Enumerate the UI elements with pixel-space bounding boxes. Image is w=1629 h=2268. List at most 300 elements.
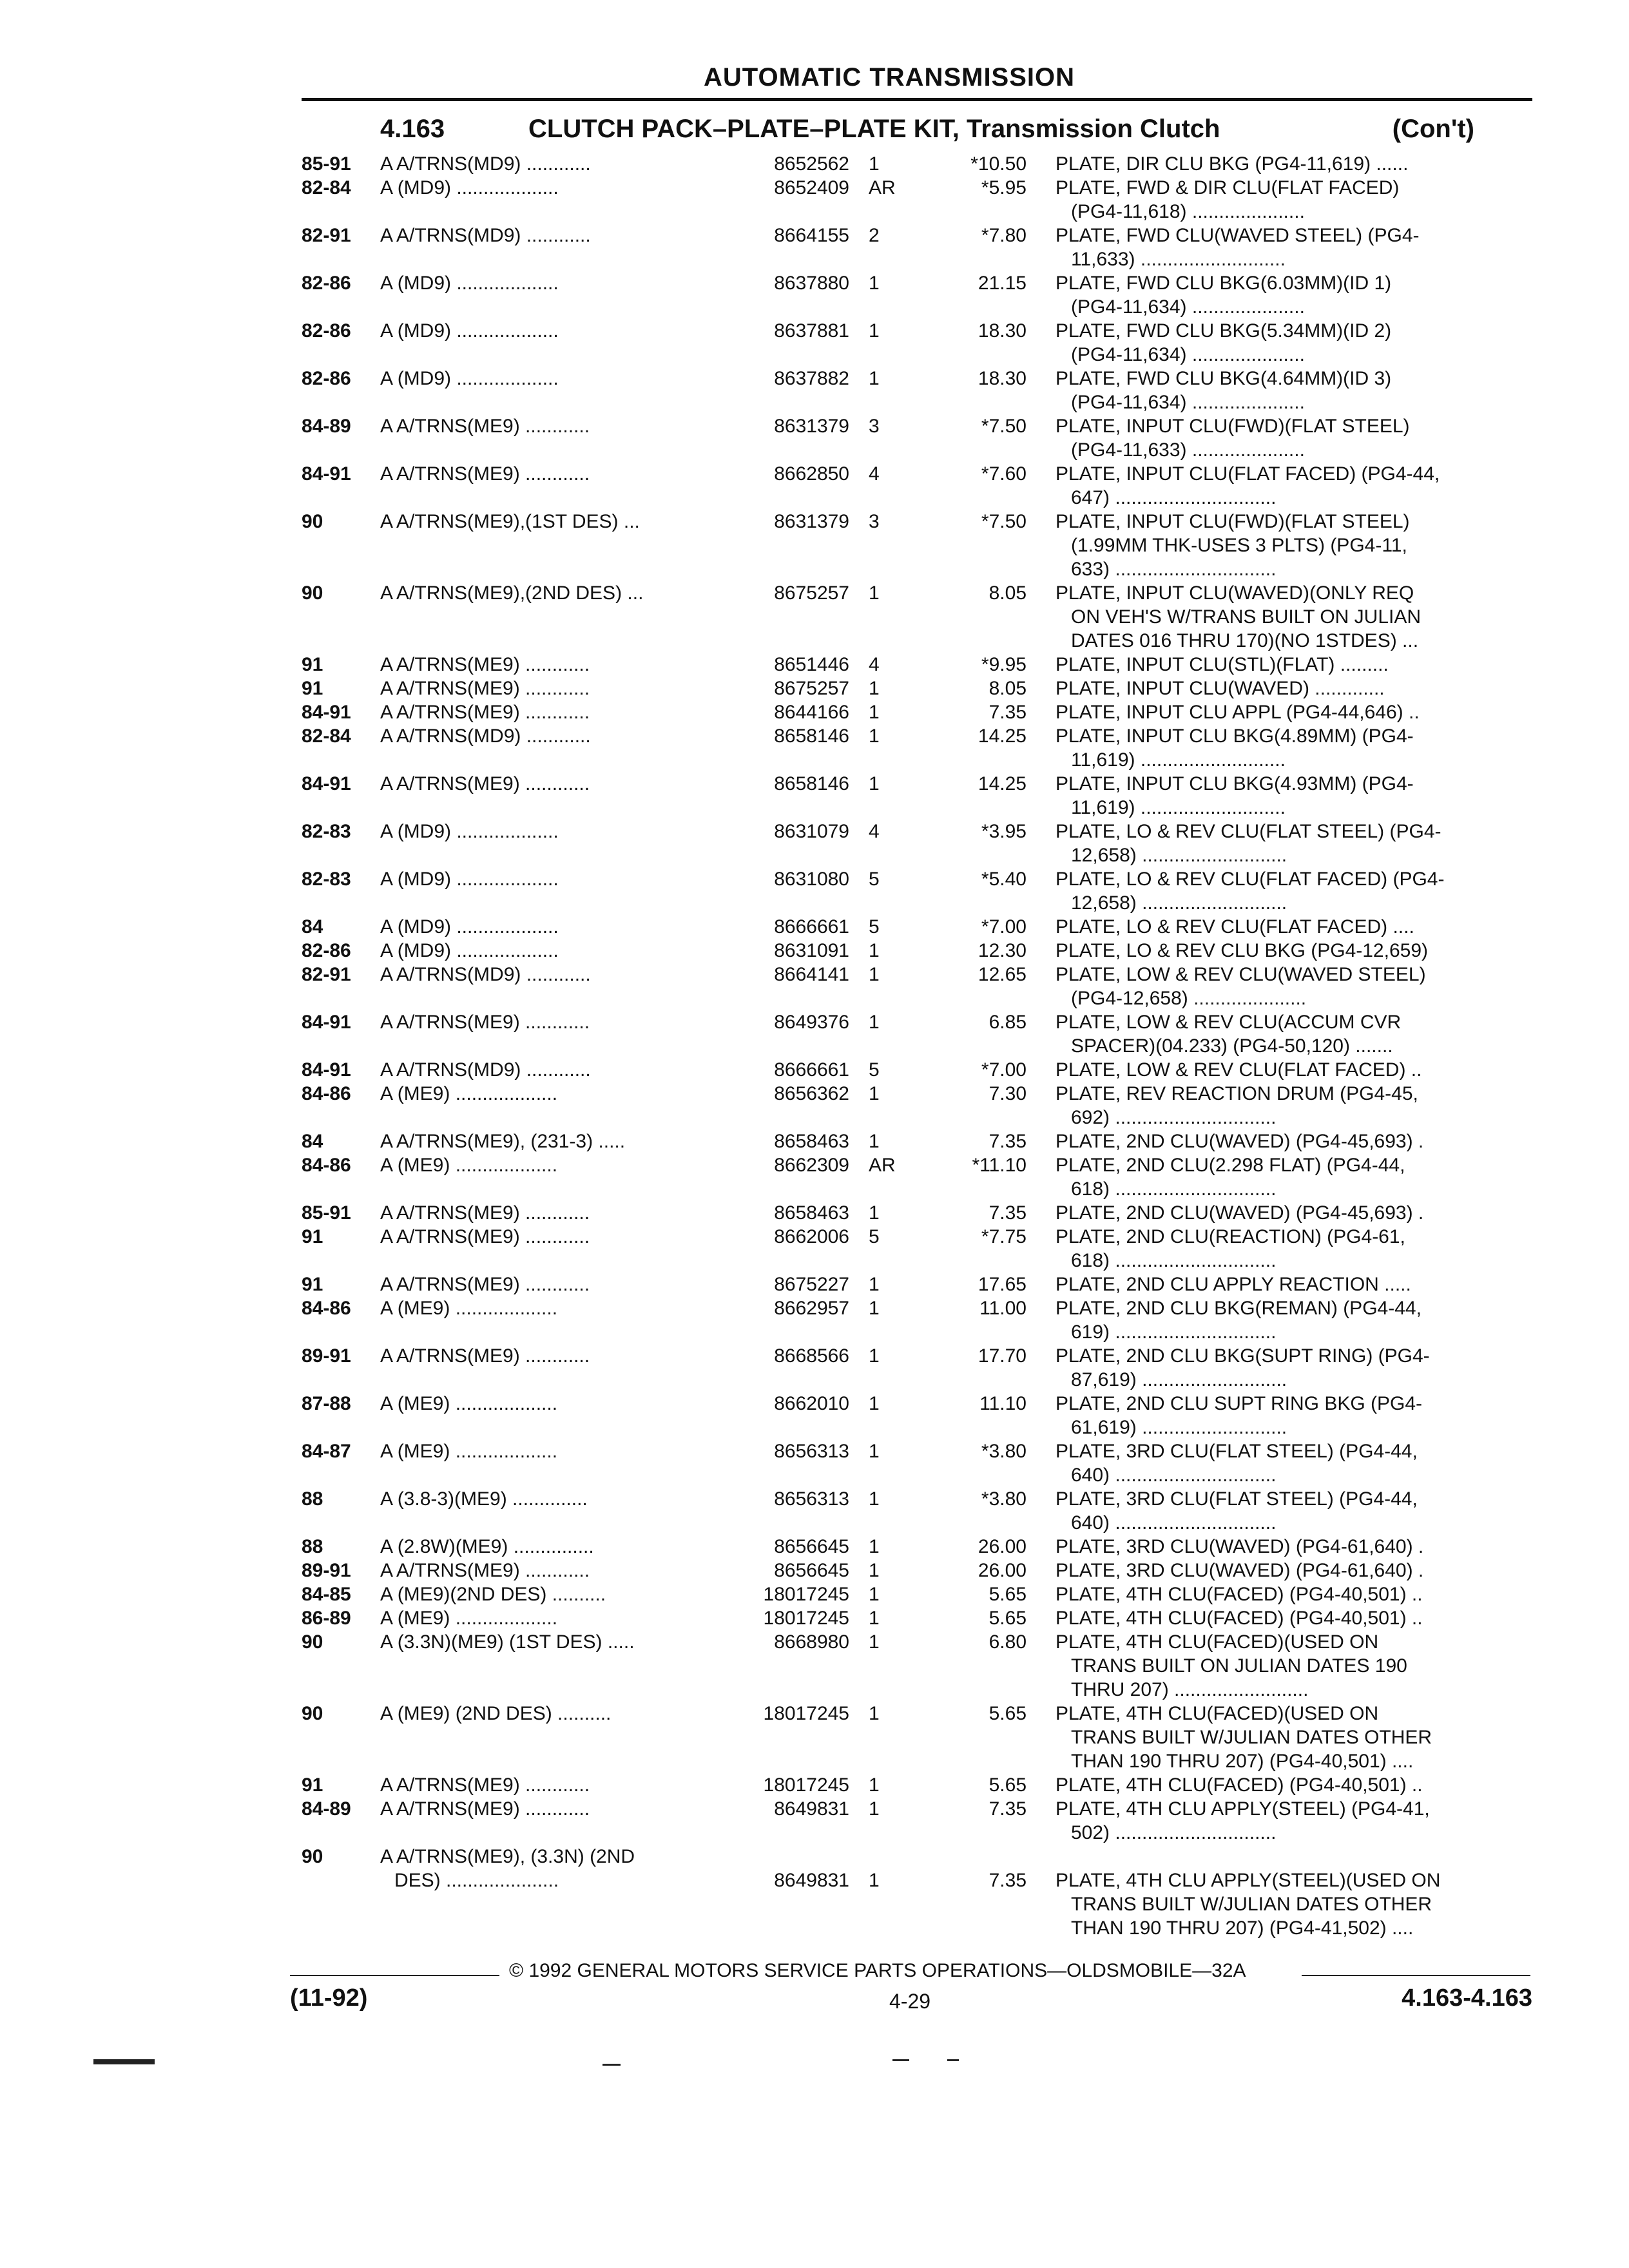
model-years: 91 — [302, 1774, 323, 1796]
part-name — [1055, 1797, 1532, 1845]
model-years: 82-84 — [302, 726, 351, 747]
description-line: A A/TRNS(ME9) ............ — [380, 1774, 590, 1796]
description-line: A A/TRNS(ME9),(1ST DES) ... — [380, 511, 640, 532]
table-row — [302, 653, 1532, 677]
part-name-line: PLATE, INPUT CLU(WAVED) ............. — [1055, 678, 1385, 699]
part-name — [1055, 1702, 1532, 1773]
part-name-line: 692) .............................. — [1071, 1107, 1277, 1128]
table-row — [302, 724, 1532, 772]
part-name — [1055, 367, 1532, 414]
part-number: 8662006 — [774, 1226, 849, 1247]
footer-page-number: 4-29 — [889, 1990, 931, 2013]
part-name — [1055, 1559, 1532, 1582]
model-years: 82-86 — [302, 368, 351, 389]
part-name-line: PLATE, LO & REV CLU(FLAT FACED) .... — [1055, 916, 1414, 937]
part-name-line: 633) .............................. — [1071, 559, 1277, 580]
description-line: A (ME9)(2ND DES) .......... — [380, 1584, 606, 1605]
price: 5.65 — [988, 1774, 1027, 1796]
part-name-line: PLATE, 2ND CLU SUPT RING BKG (PG4- — [1055, 1393, 1423, 1414]
price: *10.50 — [970, 153, 1027, 175]
table-row — [302, 1225, 1532, 1273]
part-name-line: PLATE, FWD CLU BKG(6.03MM)(ID 1) — [1055, 273, 1392, 294]
model-years: 91 — [302, 654, 323, 675]
model-years: 88 — [302, 1536, 323, 1557]
price: 7.35 — [988, 1202, 1027, 1224]
price: 21.15 — [978, 273, 1027, 294]
description-line: A A/TRNS(ME9), (231-3) ..... — [380, 1131, 626, 1152]
part-name-line: PLATE, LOW & REV CLU(FLAT FACED) .. — [1055, 1059, 1422, 1081]
part-name — [1055, 939, 1532, 963]
quantity: AR — [869, 1155, 896, 1176]
model-years: 84-86 — [302, 1155, 351, 1176]
description-line: A A/TRNS(ME9) ............ — [380, 773, 590, 794]
part-name-line: PLATE, 4TH CLU(FACED) (PG4-40,501) .. — [1055, 1584, 1423, 1605]
part-name-line: PLATE, FWD CLU(WAVED STEEL) (PG4- — [1055, 225, 1420, 246]
table-row — [302, 1082, 1532, 1129]
model-years: 82-86 — [302, 320, 351, 341]
model-years: 84 — [302, 1131, 323, 1152]
part-name-line: PLATE, LO & REV CLU BKG (PG4-12,659) — [1055, 940, 1428, 961]
model-years: 85-91 — [302, 1202, 351, 1224]
quantity: 3 — [869, 511, 880, 532]
part-number: 8631379 — [774, 416, 849, 437]
table-row — [302, 581, 1532, 653]
table-row — [302, 772, 1532, 820]
part-name-line: (PG4-11,634) ..................... — [1071, 344, 1305, 365]
part-name — [1055, 1630, 1532, 1702]
model-years: 90 — [302, 511, 323, 532]
part-name — [1055, 963, 1532, 1010]
model-years: 90 — [302, 1703, 323, 1724]
price: *3.80 — [981, 1441, 1027, 1462]
price: *7.50 — [981, 416, 1027, 437]
part-name — [1055, 176, 1532, 224]
part-name — [1055, 1225, 1532, 1273]
model-years: 85-91 — [302, 153, 351, 175]
model-years: 84-91 — [302, 773, 351, 794]
part-number: 8656362 — [774, 1083, 849, 1104]
part-name-line: 618) .............................. — [1071, 1178, 1277, 1200]
description-line: A (MD9) ................... — [380, 177, 559, 198]
parts-list — [302, 152, 1532, 1939]
description-line: A A/TRNS(ME9),(2ND DES) ... — [380, 582, 644, 604]
part-name — [1055, 271, 1532, 319]
part-name-line: PLATE, INPUT CLU(WAVED)(ONLY REQ — [1055, 582, 1414, 604]
table-row — [302, 1845, 1532, 1939]
price: 11.00 — [979, 1298, 1027, 1319]
part-name-line: THRU 207) ......................... — [1071, 1679, 1309, 1700]
quantity: 1 — [869, 1560, 880, 1581]
model-years: 82-86 — [302, 273, 351, 294]
part-name — [1055, 867, 1532, 915]
part-name — [1055, 224, 1532, 271]
footer-rule-right — [1302, 1975, 1530, 1976]
description-line: A A/TRNS(ME9) ............ — [380, 702, 590, 723]
scan-mark — [602, 2064, 621, 2066]
part-name-line: (PG4-11,634) ..................... — [1071, 296, 1305, 318]
part-name-line: (PG4-11,618) ..................... — [1071, 201, 1305, 222]
part-name-line: PLATE, REV REACTION DRUM (PG4-45, — [1055, 1083, 1418, 1104]
part-name-line: TRANS BUILT ON JULIAN DATES 190 — [1071, 1655, 1407, 1677]
footer-rule-left — [290, 1975, 499, 1976]
part-name-line: 61,619) ........................... — [1071, 1417, 1287, 1438]
part-name-line: PLATE, 2ND CLU BKG(REMAN) (PG4-44, — [1055, 1298, 1422, 1319]
price: 11.10 — [979, 1393, 1027, 1414]
table-row — [302, 820, 1532, 867]
quantity: 4 — [869, 463, 880, 485]
part-number: 8649376 — [774, 1012, 849, 1033]
part-number: 8675227 — [774, 1274, 849, 1295]
description-line: A (ME9) ................... — [380, 1393, 558, 1414]
price: 7.35 — [988, 1131, 1027, 1152]
part-number: 8664141 — [774, 964, 849, 985]
table-row — [302, 1058, 1532, 1082]
part-name-line: PLATE, 4TH CLU(FACED)(USED ON — [1055, 1631, 1379, 1653]
part-number: 8652409 — [774, 177, 849, 198]
header-rule — [302, 98, 1532, 101]
part-name — [1055, 581, 1532, 653]
scan-mark — [892, 2059, 909, 2061]
model-years: 91 — [302, 1274, 323, 1295]
model-years: 86-89 — [302, 1608, 351, 1629]
part-name-line: PLATE, 2ND CLU(WAVED) (PG4-45,693) . — [1055, 1131, 1424, 1152]
price: *7.80 — [981, 225, 1027, 246]
description-line: A A/TRNS(MD9) ............ — [380, 964, 591, 985]
quantity: 1 — [869, 1631, 880, 1653]
quantity: 1 — [869, 1774, 880, 1796]
price: 6.85 — [988, 1012, 1027, 1033]
table-row — [302, 1010, 1532, 1058]
part-number: 8658463 — [774, 1202, 849, 1224]
description-line: A A/TRNS(MD9) ............ — [380, 726, 591, 747]
price: 5.65 — [988, 1584, 1027, 1605]
part-number: 8656645 — [774, 1536, 849, 1557]
part-name-line: PLATE, INPUT CLU(FWD)(FLAT STEEL) — [1055, 416, 1410, 437]
part-name-line: PLATE, INPUT CLU(FWD)(FLAT STEEL) — [1055, 511, 1410, 532]
model-years: 84-89 — [302, 416, 351, 437]
part-name — [1055, 1439, 1532, 1487]
scan-mark — [93, 2059, 155, 2064]
part-number: 8662010 — [774, 1393, 849, 1414]
model-years: 84-87 — [302, 1441, 351, 1462]
part-number: 8644166 — [774, 702, 849, 723]
price: 12.65 — [978, 964, 1027, 985]
part-name-line: PLATE, INPUT CLU APPL (PG4-44,646) .. — [1055, 702, 1420, 723]
table-row — [302, 152, 1532, 176]
model-years: 87-88 — [302, 1393, 351, 1414]
part-number: 8637882 — [774, 368, 849, 389]
table-row — [302, 700, 1532, 724]
part-name-line: PLATE, 4TH CLU(FACED)(USED ON — [1055, 1703, 1379, 1724]
part-name-line: 640) .............................. — [1071, 1465, 1277, 1486]
quantity: 1 — [869, 726, 880, 747]
model-years: 84-89 — [302, 1798, 351, 1820]
part-name — [1055, 1869, 1532, 1940]
table-row — [302, 1606, 1532, 1630]
part-name-line: (1.99MM THK-USES 3 PLTS) (PG4-11, — [1071, 535, 1407, 556]
part-name-line: PLATE, LOW & REV CLU(WAVED STEEL) — [1055, 964, 1426, 985]
description-line: A (MD9) ................... — [380, 368, 559, 389]
quantity: 1 — [869, 1798, 880, 1820]
part-number: 8662957 — [774, 1298, 849, 1319]
model-years: 82-83 — [302, 821, 351, 842]
price: *7.75 — [981, 1226, 1027, 1247]
part-number: 8631080 — [774, 869, 849, 890]
description-line: A A/TRNS(ME9) ............ — [380, 1560, 590, 1581]
quantity: 1 — [869, 773, 880, 794]
part-name-line: ON VEH'S W/TRANS BUILT ON JULIAN — [1071, 606, 1422, 628]
description-line: A (ME9) ................... — [380, 1608, 558, 1629]
part-name-line: SPACER)(04.233) (PG4-50,120) ....... — [1071, 1035, 1393, 1057]
part-name — [1055, 1296, 1532, 1344]
price: *7.60 — [981, 463, 1027, 485]
price: *7.00 — [981, 916, 1027, 937]
part-name — [1055, 772, 1532, 820]
part-number: 8668980 — [774, 1631, 849, 1653]
part-name — [1055, 510, 1532, 581]
model-years: 82-86 — [302, 940, 351, 961]
quantity: 3 — [869, 416, 880, 437]
part-name-line: PLATE, 4TH CLU(FACED) (PG4-40,501) .. — [1055, 1774, 1423, 1796]
part-name-line: PLATE, 2ND CLU APPLY REACTION ..... — [1055, 1274, 1411, 1295]
price: 18.30 — [978, 368, 1027, 389]
part-name-line: PLATE, 2ND CLU(WAVED) (PG4-45,693) . — [1055, 1202, 1424, 1224]
table-row — [302, 1559, 1532, 1582]
model-years: 84-91 — [302, 702, 351, 723]
part-name-line: DATES 016 THRU 170)(NO 1STDES) ... — [1071, 630, 1419, 651]
part-name — [1055, 724, 1532, 772]
part-name-line: (PG4-11,633) ..................... — [1071, 439, 1305, 461]
table-row — [302, 1702, 1532, 1773]
part-name-line: 647) .............................. — [1071, 487, 1277, 508]
quantity: 1 — [869, 678, 880, 699]
table-row — [302, 176, 1532, 224]
quantity: 5 — [869, 1059, 880, 1081]
section-number: 4.163 — [380, 115, 445, 143]
part-name-line: PLATE, 3RD CLU(FLAT STEEL) (PG4-44, — [1055, 1488, 1418, 1510]
model-years: 82-83 — [302, 869, 351, 890]
price: 8.05 — [988, 582, 1027, 604]
part-name-line: PLATE, INPUT CLU BKG(4.93MM) (PG4- — [1055, 773, 1414, 794]
part-name-line: PLATE, 3RD CLU(WAVED) (PG4-61,640) . — [1055, 1560, 1424, 1581]
price: *7.50 — [981, 511, 1027, 532]
description-line: A (ME9) ................... — [380, 1298, 558, 1319]
part-name — [1055, 152, 1532, 176]
part-number: 18017245 — [763, 1774, 849, 1796]
description-line: A A/TRNS(MD9) ............ — [380, 225, 591, 246]
price: *7.00 — [981, 1059, 1027, 1081]
part-name-line: 12,658) ........................... — [1071, 892, 1287, 914]
description-line: A A/TRNS(ME9) ............ — [380, 1274, 590, 1295]
part-name — [1055, 677, 1532, 700]
price: 26.00 — [978, 1536, 1027, 1557]
model-years: 88 — [302, 1488, 323, 1510]
price: 26.00 — [978, 1560, 1027, 1581]
description-line: A A/TRNS(ME9) ............ — [380, 1798, 590, 1820]
part-name-line: 12,658) ........................... — [1071, 845, 1287, 866]
price: 7.30 — [988, 1083, 1027, 1104]
part-number: 8649831 — [774, 1798, 849, 1820]
footer-date: (11-92) — [290, 1984, 368, 2012]
table-row — [302, 1392, 1532, 1439]
part-name — [1055, 414, 1532, 462]
part-number: 8666661 — [774, 916, 849, 937]
quantity: 1 — [869, 1870, 880, 1891]
table-row — [302, 1797, 1532, 1845]
part-name-line: PLATE, LO & REV CLU(FLAT STEEL) (PG4- — [1055, 821, 1441, 842]
quantity: 1 — [869, 940, 880, 961]
part-name — [1055, 653, 1532, 677]
model-years: 82-91 — [302, 964, 351, 985]
part-name-line: PLATE, FWD CLU BKG(4.64MM)(ID 3) — [1055, 368, 1392, 389]
part-number: 18017245 — [763, 1703, 849, 1724]
model-years: 84-91 — [302, 1012, 351, 1033]
model-years: 84 — [302, 916, 323, 937]
table-row — [302, 1296, 1532, 1344]
table-row — [302, 1487, 1532, 1535]
part-name — [1055, 1606, 1532, 1630]
description-line: A (MD9) ................... — [380, 320, 559, 341]
description-line: A (ME9) (2ND DES) .......... — [380, 1703, 612, 1724]
table-row — [302, 224, 1532, 271]
part-name-line: PLATE, 3RD CLU(WAVED) (PG4-61,640) . — [1055, 1536, 1424, 1557]
part-name-line: PLATE, LO & REV CLU(FLAT FACED) (PG4- — [1055, 869, 1445, 890]
price: 7.35 — [988, 1798, 1027, 1820]
part-name — [1055, 462, 1532, 510]
part-number: 8662850 — [774, 463, 849, 485]
table-row — [302, 1201, 1532, 1225]
part-number: 8656645 — [774, 1560, 849, 1581]
price: 7.35 — [988, 702, 1027, 723]
part-number: 8666661 — [774, 1059, 849, 1081]
part-number: 18017245 — [763, 1608, 849, 1629]
description-line: A (MD9) ................... — [380, 940, 559, 961]
description-line: A (MD9) ................... — [380, 869, 559, 890]
table-row — [302, 1129, 1532, 1153]
part-name-line: TRANS BUILT W/JULIAN DATES OTHER — [1071, 1727, 1432, 1748]
page-header-title: AUTOMATIC TRANSMISSION — [703, 63, 1075, 91]
part-name-line: 502) .............................. — [1071, 1822, 1277, 1843]
part-name — [1055, 1344, 1532, 1392]
model-years: 89-91 — [302, 1345, 351, 1367]
description-line: A (3.8-3)(ME9) .............. — [380, 1488, 588, 1510]
quantity: 1 — [869, 1608, 880, 1629]
description-line: A A/TRNS(ME9) ............ — [380, 1012, 590, 1033]
description-line: A A/TRNS(ME9) ............ — [380, 1345, 590, 1367]
price: 17.70 — [978, 1345, 1027, 1367]
part-number: 8662309 — [774, 1155, 849, 1176]
model-years: 82-84 — [302, 177, 351, 198]
part-name-line: THAN 190 THRU 207) (PG4-40,501) .... — [1071, 1751, 1414, 1772]
part-name — [1055, 1535, 1532, 1559]
part-name-line: (PG4-12,658) ..................... — [1071, 988, 1307, 1009]
quantity: 1 — [869, 1298, 880, 1319]
price: 17.65 — [978, 1274, 1027, 1295]
part-name — [1055, 319, 1532, 367]
quantity: AR — [869, 177, 896, 198]
part-name-line: PLATE, LOW & REV CLU(ACCUM CVR — [1055, 1012, 1402, 1033]
quantity: 1 — [869, 702, 880, 723]
section-heading — [380, 115, 1532, 148]
quantity: 1 — [869, 582, 880, 604]
quantity: 1 — [869, 1274, 880, 1295]
description-line: A A/TRNS(ME9) ............ — [380, 654, 590, 675]
quantity: 1 — [869, 1441, 880, 1462]
part-number: 8658463 — [774, 1131, 849, 1152]
quantity: 4 — [869, 654, 880, 675]
quantity: 1 — [869, 368, 880, 389]
quantity: 1 — [869, 153, 880, 175]
model-years: 84-85 — [302, 1584, 351, 1605]
part-number: 8658146 — [774, 726, 849, 747]
part-name — [1055, 1082, 1532, 1129]
part-number: 8631091 — [774, 940, 849, 961]
quantity: 1 — [869, 1083, 880, 1104]
table-row — [302, 1582, 1532, 1606]
description-line: A (ME9) ................... — [380, 1083, 558, 1104]
part-name-line: PLATE, FWD CLU BKG(5.34MM)(ID 2) — [1055, 320, 1392, 341]
quantity: 4 — [869, 821, 880, 842]
part-number: 8649831 — [774, 1870, 849, 1891]
quantity: 5 — [869, 1226, 880, 1247]
model-years: 90 — [302, 1631, 323, 1653]
quantity: 1 — [869, 1703, 880, 1724]
model-years: 84-91 — [302, 463, 351, 485]
table-row — [302, 462, 1532, 510]
description-line: A (ME9) ................... — [380, 1155, 558, 1176]
model-years: 90 — [302, 1846, 323, 1867]
part-number: 18017245 — [763, 1584, 849, 1605]
description-line: A A/TRNS(MD9) ............ — [380, 153, 591, 175]
part-name-line: PLATE, 3RD CLU(FLAT STEEL) (PG4-44, — [1055, 1441, 1418, 1462]
quantity: 1 — [869, 1131, 880, 1152]
quantity: 1 — [869, 1012, 880, 1033]
price: *5.40 — [981, 869, 1027, 890]
description-line: A A/TRNS(MD9) ............ — [380, 1059, 591, 1081]
part-number: 8675257 — [774, 582, 849, 604]
table-row — [302, 1630, 1532, 1702]
quantity: 2 — [869, 225, 880, 246]
description-line: A (MD9) ................... — [380, 916, 559, 937]
description-line: A (MD9) ................... — [380, 273, 559, 294]
table-row — [302, 1439, 1532, 1487]
part-name-line: PLATE, 2ND CLU(REACTION) (PG4-61, — [1055, 1226, 1405, 1247]
model-years: 84-91 — [302, 1059, 351, 1081]
description-line: A A/TRNS(ME9) ............ — [380, 416, 590, 437]
quantity: 1 — [869, 964, 880, 985]
part-name — [1055, 1153, 1532, 1201]
table-row — [302, 367, 1532, 414]
price: *3.80 — [981, 1488, 1027, 1510]
part-name-line: PLATE, 2ND CLU BKG(SUPT RING) (PG4- — [1055, 1345, 1430, 1367]
part-number: 8651446 — [774, 654, 849, 675]
part-number: 8668566 — [774, 1345, 849, 1367]
part-number: 8631079 — [774, 821, 849, 842]
part-name-line: PLATE, FWD & DIR CLU(FLAT FACED) — [1055, 177, 1400, 198]
price: 12.30 — [978, 940, 1027, 961]
part-name-line: THAN 190 THRU 207) (PG4-41,502) .... — [1071, 1917, 1414, 1939]
section-continued: (Con't) — [1392, 115, 1474, 143]
part-name — [1055, 1010, 1532, 1058]
quantity: 1 — [869, 1488, 880, 1510]
part-number: 8656313 — [774, 1488, 849, 1510]
part-number: 8637881 — [774, 320, 849, 341]
part-number: 8658146 — [774, 773, 849, 794]
table-row — [302, 1344, 1532, 1392]
part-name — [1055, 1392, 1532, 1439]
part-name-line: 11,619) ........................... — [1071, 749, 1286, 771]
part-name — [1055, 1582, 1532, 1606]
